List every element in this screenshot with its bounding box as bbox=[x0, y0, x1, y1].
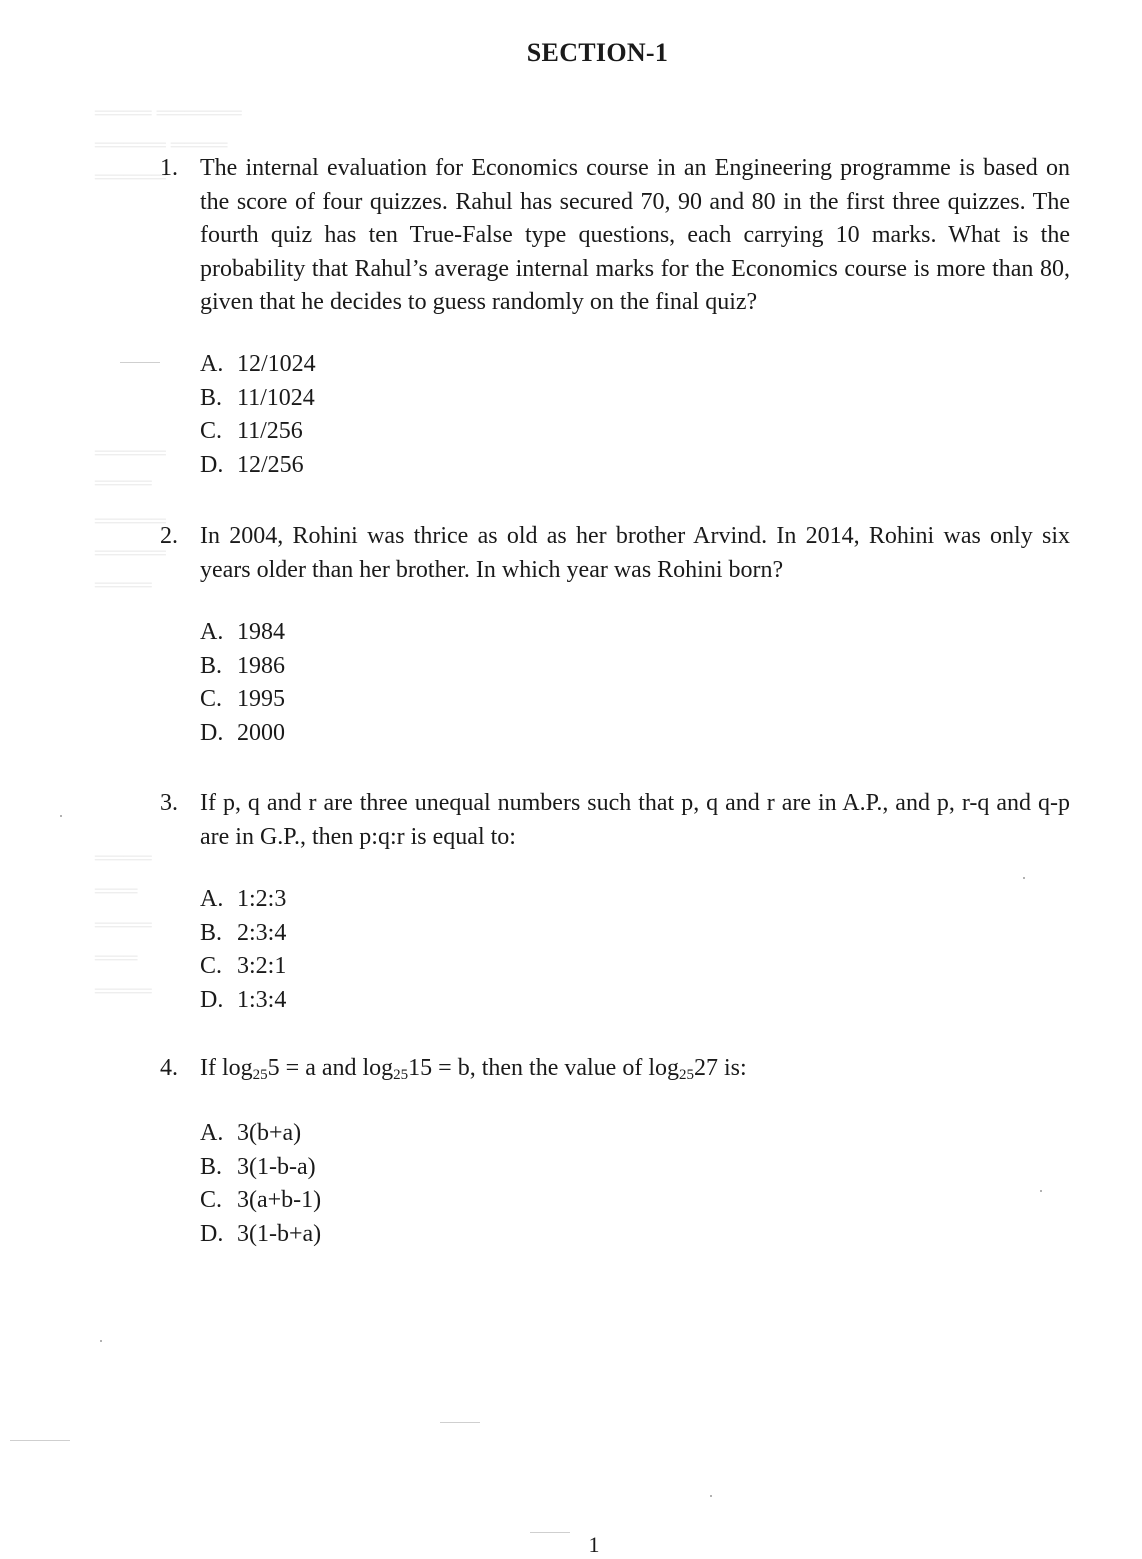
option-list bbox=[200, 883, 286, 1017]
option-b bbox=[200, 917, 286, 951]
bleed-through-mark: ═════ bbox=[95, 166, 166, 188]
page-number: 1 bbox=[588, 1532, 600, 1557]
log-base-subscript: 25 bbox=[393, 1067, 409, 1083]
question-text bbox=[200, 1052, 1070, 1086]
bleed-through-mark: ═════ bbox=[95, 510, 166, 532]
scan-dot bbox=[1023, 877, 1025, 879]
option-letter: D. bbox=[200, 1220, 224, 1247]
scan-speck bbox=[10, 1440, 70, 1441]
bleed-through-mark: ═══ bbox=[95, 880, 138, 902]
bleed-through-mark: ════ bbox=[95, 472, 152, 494]
option-text: 12/1024 bbox=[237, 351, 316, 377]
option-d bbox=[200, 449, 316, 483]
option-c bbox=[200, 415, 316, 449]
option-a bbox=[200, 1117, 321, 1151]
option-letter: A. bbox=[200, 351, 224, 377]
scan-dot bbox=[100, 1340, 102, 1342]
option-text: 2:3:4 bbox=[237, 919, 287, 946]
option-text: 12/256 bbox=[237, 451, 304, 478]
option-b bbox=[200, 650, 285, 684]
option-list bbox=[200, 348, 316, 482]
option-letter: B. bbox=[200, 1153, 223, 1180]
scan-speck bbox=[440, 1422, 480, 1423]
option-c bbox=[200, 1184, 321, 1218]
option-list bbox=[200, 1117, 321, 1251]
bleed-through-mark: ════ bbox=[95, 574, 152, 596]
option-letter: A. bbox=[200, 1120, 224, 1146]
option-list bbox=[200, 616, 285, 750]
bleed-through-mark: ════ ═════ bbox=[95, 134, 228, 156]
option-c bbox=[200, 683, 285, 717]
option-text: 1986 bbox=[237, 652, 285, 679]
option-letter: C. bbox=[200, 686, 223, 712]
option-a bbox=[200, 616, 285, 650]
bleed-through-mark: ════ bbox=[95, 914, 152, 936]
question-text-part: If log bbox=[200, 1055, 253, 1081]
option-text: 11/1024 bbox=[237, 384, 315, 411]
option-a bbox=[200, 883, 286, 917]
option-letter: C. bbox=[200, 418, 223, 444]
question-text: The internal evaluation for Economics course in an Engineering programme is based on the score of four quizzes. Rahul has secured 70, 90 and 80 in the first three quizzes. The fourth quiz has ten True-False type questions, each carrying 10 marks. What is the probability that Rahul’s average internal marks for the Economics course is more than 80, given that he decides to guess randomly on the final quiz? bbox=[200, 155, 1070, 315]
option-letter: B. bbox=[200, 919, 223, 946]
option-d bbox=[200, 984, 286, 1018]
option-b bbox=[200, 1151, 321, 1185]
option-letter: B. bbox=[200, 652, 223, 679]
option-letter: D. bbox=[200, 719, 224, 746]
option-text: 3(b+a) bbox=[237, 1120, 302, 1146]
option-text: 1995 bbox=[237, 686, 285, 712]
scan-dot bbox=[1040, 1190, 1042, 1192]
option-letter: D. bbox=[200, 451, 224, 478]
question-text-part: 27 is: bbox=[693, 1055, 747, 1081]
question-text-part: 5 = a and log bbox=[267, 1055, 394, 1081]
log-base-subscript: 25 bbox=[678, 1067, 694, 1083]
option-text: 1984 bbox=[237, 619, 285, 645]
question-number: 2. bbox=[160, 523, 178, 549]
bleed-through-mark: ════ bbox=[95, 847, 152, 869]
option-c bbox=[200, 950, 286, 984]
question-text: In 2004, Rohini was thrice as old as her brother Arvind. In 2014, Rohini was only six years older than her brother. In which year was Rohini born? bbox=[200, 523, 1070, 583]
bleed-through-mark: ══════ ════ bbox=[95, 102, 242, 124]
option-text: 1:3:4 bbox=[237, 986, 287, 1013]
option-text: 1:2:3 bbox=[237, 886, 287, 912]
option-letter: A. bbox=[200, 886, 224, 912]
option-text: 3(1-b+a) bbox=[237, 1220, 322, 1247]
question-number: 1. bbox=[160, 155, 178, 181]
scan-speck bbox=[120, 362, 160, 363]
option-d bbox=[200, 1218, 321, 1252]
bleed-through-mark: ═════ bbox=[95, 442, 166, 464]
option-b bbox=[200, 382, 316, 416]
option-d bbox=[200, 717, 285, 751]
scan-dot bbox=[60, 815, 62, 817]
section-title: SECTION-1 bbox=[526, 38, 669, 67]
question-text-part: 15 = b, then the value of log bbox=[408, 1055, 679, 1081]
question-text: If p, q and r are three unequal numbers such that p, q and r are in A.P., and p, r-q and q-p are in G.P., then p:q:r is equal to: bbox=[200, 790, 1070, 850]
option-a bbox=[200, 348, 316, 382]
option-text: 3(1-b-a) bbox=[237, 1153, 316, 1180]
bleed-through-mark: ═══ bbox=[95, 947, 138, 969]
option-text: 3:2:1 bbox=[237, 953, 287, 979]
option-text: 2000 bbox=[237, 719, 285, 746]
option-letter: C. bbox=[200, 953, 223, 979]
bleed-through-mark: ═════ bbox=[95, 542, 166, 564]
log-base-subscript: 25 bbox=[252, 1067, 268, 1083]
bleed-through-mark: ════ bbox=[95, 980, 152, 1002]
option-letter: B. bbox=[200, 384, 223, 411]
option-letter: D. bbox=[200, 986, 224, 1013]
option-text: 3(a+b-1) bbox=[237, 1187, 322, 1213]
question-number: 4. bbox=[160, 1055, 178, 1081]
option-text: 11/256 bbox=[237, 418, 303, 444]
option-letter: C. bbox=[200, 1187, 223, 1213]
scan-dot bbox=[710, 1495, 712, 1497]
question-number: 3. bbox=[160, 790, 178, 816]
option-letter: A. bbox=[200, 619, 224, 645]
